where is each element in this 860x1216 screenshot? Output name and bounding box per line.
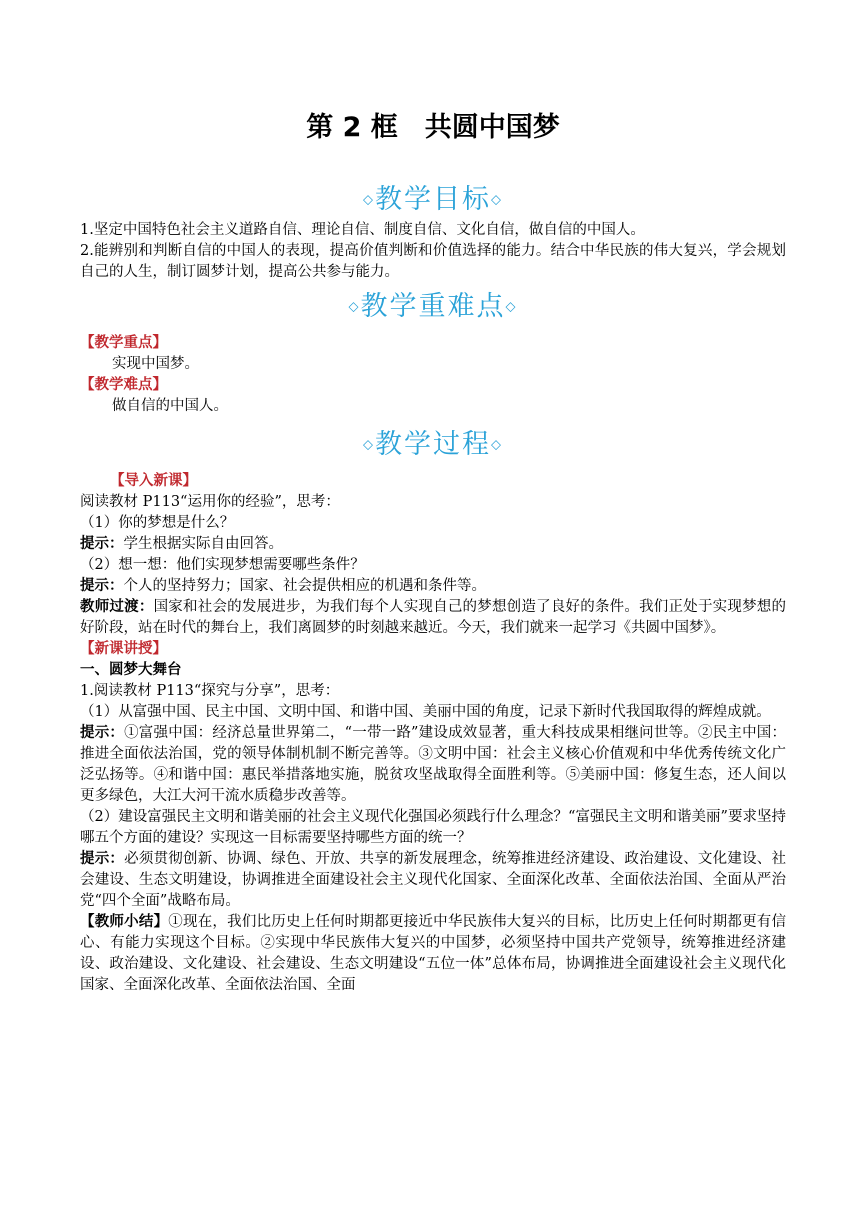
- difficulty-text: 做自信的中国人。: [112, 398, 228, 414]
- goal-item: 1.坚定中国特色社会主义道路自信、理论自信、制度自信、文化自信，做自信的中国人。: [80, 222, 645, 238]
- difficulty-label: 【教学难点】: [80, 377, 167, 393]
- goal-item: 2.能辨别和判断自信的中国人的表现，提高价值判断和价值选择的能力。结合中华民族的伟大复兴，学会规划自己的人生，制订圆梦计划，提高公共参与能力。: [80, 243, 786, 280]
- section-heading-text: 教学目标: [375, 184, 491, 215]
- hint-label: 提示：: [80, 536, 124, 552]
- question-1: （1）你的梦想是什么？: [80, 515, 235, 531]
- answer-2: 提示：个人的坚持努力；国家、社会提供相应的机遇和条件等。: [80, 578, 486, 594]
- part-1-read: 1.阅读教材 P113“探究与分享”，思考：: [80, 683, 340, 699]
- diamond-icon: ◇: [505, 299, 518, 315]
- diamond-icon: ◇: [363, 192, 375, 208]
- section-heading-process: [80, 425, 786, 465]
- diamond-icon: ◇: [491, 192, 503, 208]
- hint-label: 提示：: [80, 578, 124, 594]
- part-1-answer-1: 提示：①富强中国：经济总量世界第二，“一带一路”建设成效显著，重大科技成果相继问世等。②民主中国：推进全面依法治国，党的领导体制机制不断完善等。③文明中国：社会主义核心价值观和中华优秀传统文化广泛弘扬等。④和谐中国：惠民举措落地实施，脱贫攻坚战取得全面胜利等。⑤美丽中国：修复生态，还人间以更多绿色，大江大河干流水质稳步改善等。: [80, 725, 786, 804]
- page-title: 第 2 框 共圆中国梦: [306, 112, 560, 143]
- summary-label: 【教师小结】: [80, 914, 169, 930]
- part-1-question-1: （1）从富强中国、民主中国、文明中国、和谐中国、美丽中国的角度，记录下新时代我国取得的辉煌成就。: [80, 704, 771, 720]
- new-lesson-label: 【新课讲授】: [80, 641, 167, 657]
- section-heading-text: 教学过程: [375, 429, 491, 460]
- diamond-icon: ◇: [348, 299, 361, 315]
- teacher-summary: 【教师小结】①现在，我们比历史上任何时期都更接近中华民族伟大复兴的目标，比历史上任何时期都更有信心、有能力实现这个目标。②实现中华民族伟大复兴的中国梦，必须坚持中国共产党领导，统筹推进经济建设、政治建设、文化建设、社会建设、生态文明建设“五位一体”总体布局，协调推进全面建设社会主义现代化国家、全面深化改革、全面依法治国、全面: [80, 914, 787, 993]
- transition-label: 教师过渡：: [80, 599, 154, 615]
- part-1-title: 一、圆梦大舞台: [80, 662, 182, 678]
- key-point-label: 【教学重点】: [80, 335, 167, 351]
- hint-label: 提示：: [80, 725, 125, 741]
- key-point-text: 实现中国梦。: [112, 356, 199, 372]
- intro-read: 阅读教材 P113“运用你的经验”，思考：: [80, 494, 340, 510]
- question-2: （2）想一想：他们实现梦想需要哪些条件？: [80, 557, 365, 573]
- section-heading-goals: [80, 180, 786, 220]
- part-1-answer-2: 提示：必须贯彻创新、协调、绿色、开放、共享的新发展理念，统筹推进经济建设、政治建设、文化建设、社会建设、生态文明建设，协调推进全面建设社会主义现代化国家、全面深化改革、全面依法治国、全面从严治党“四个全面”战略布局。: [80, 851, 786, 909]
- teacher-transition: 教师过渡：国家和社会的发展进步，为我们每个人实现自己的梦想创造了良好的条件。我们正处于实现梦想的好阶段，站在时代的舞台上，我们离圆梦的时刻越来越近。今天，我们就来一起学习《共圆中国梦》。: [80, 599, 787, 636]
- intro-label: 【导入新课】: [110, 473, 197, 489]
- hint-label: 提示：: [80, 851, 125, 867]
- section-heading-key-points: [80, 287, 786, 327]
- part-1-question-2: （2）建设富强民主文明和谐美丽的社会主义现代化强国必须践行什么理念？“富强民主文明和谐美丽”要求坚持哪五个方面的建设？实现这一目标需要坚持哪些方面的统一？: [80, 809, 786, 846]
- answer-1: 提示：学生根据实际自由回答。: [80, 536, 283, 552]
- section-heading-text: 教学重难点: [360, 291, 506, 322]
- diamond-icon: ◇: [491, 437, 503, 453]
- document-content: [80, 110, 786, 996]
- diamond-icon: ◇: [363, 437, 375, 453]
